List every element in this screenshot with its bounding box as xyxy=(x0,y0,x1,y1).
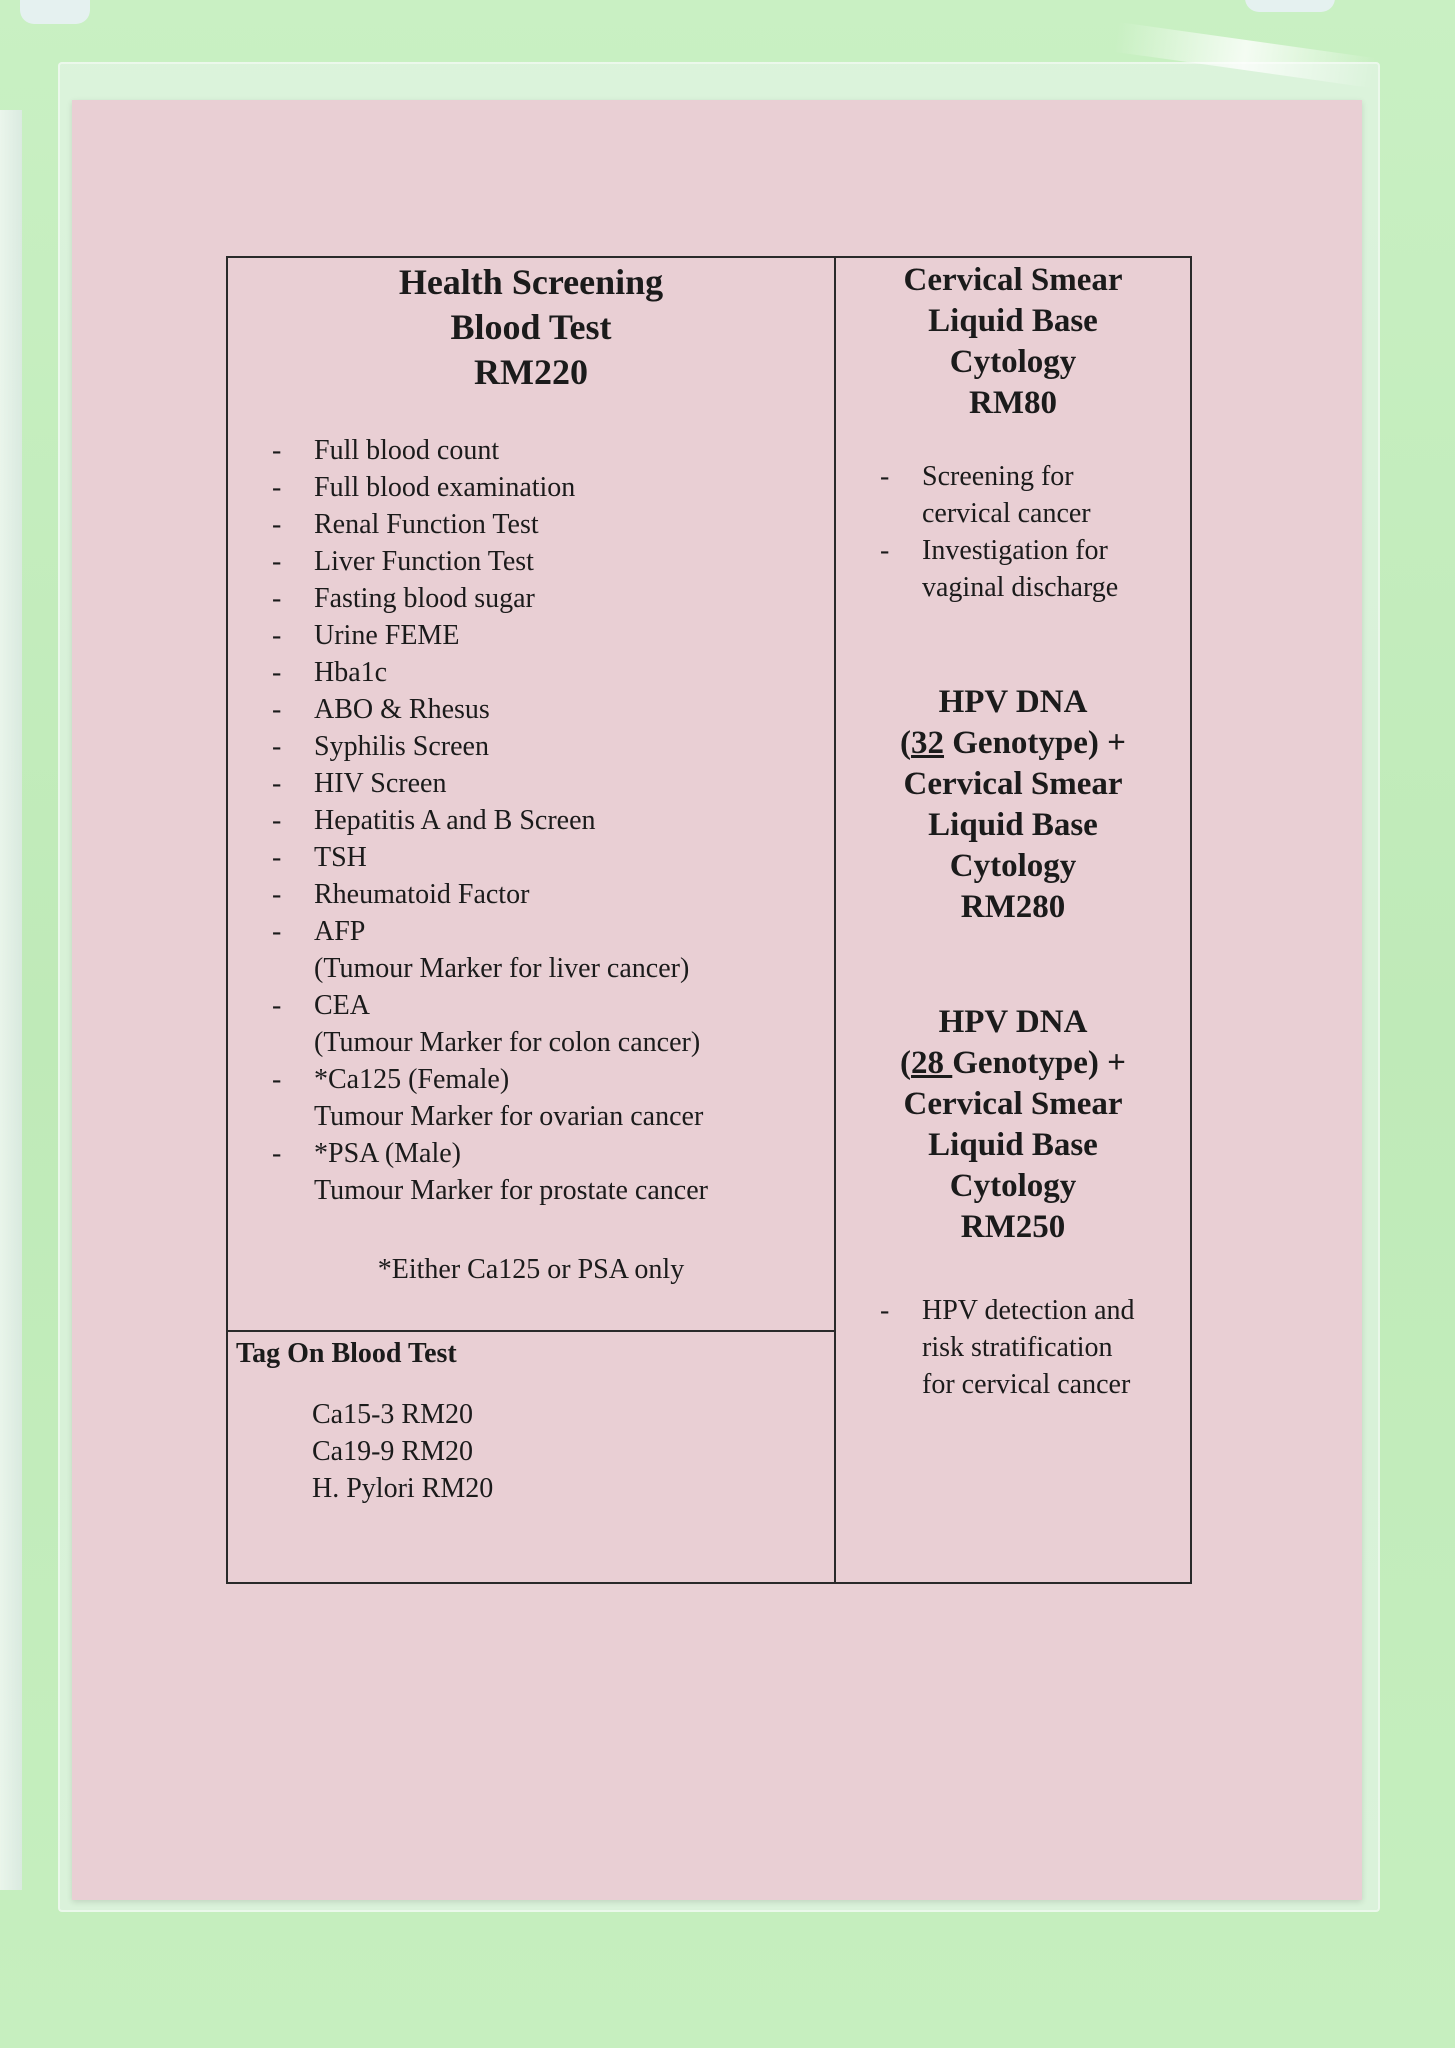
list-item: H. Pylori RM20 xyxy=(312,1473,494,1504)
list-item: - HIV Screen xyxy=(272,765,812,802)
list-item-note: (Tumour Marker for colon cancer) xyxy=(314,1027,701,1058)
list-item: - *PSA (Male) Tumour Marker for prostate cancer xyxy=(272,1135,812,1209)
list-item-note: Tumour Marker for ovarian cancer xyxy=(314,1101,704,1132)
price-label: RM250 xyxy=(960,1209,1066,1245)
list-item-note: (Tumour Marker for liver cancer) xyxy=(314,953,690,984)
list-item: - Full blood examination xyxy=(272,469,812,506)
list-item: Ca19-9 RM20 xyxy=(312,1436,473,1467)
hpv28-list xyxy=(880,1292,1180,1403)
list-item: - Liver Function Test xyxy=(272,543,812,580)
footnote: *Either Ca125 or PSA only xyxy=(377,1254,685,1285)
title-line: Liquid Base xyxy=(928,303,1098,339)
tag-on-list xyxy=(312,1396,493,1507)
list-item: - Rheumatoid Factor xyxy=(272,876,812,913)
title-line: (28 Genotype) + xyxy=(900,1045,1126,1081)
title-line: Cytology xyxy=(949,848,1077,884)
price-label: RM220 xyxy=(474,352,588,392)
title-line: Liquid Base xyxy=(928,1127,1098,1163)
tape-top-right xyxy=(1245,0,1335,12)
list-item: - Full blood count xyxy=(272,432,812,469)
title-line: Blood Test xyxy=(450,307,612,347)
price-table xyxy=(226,256,1192,1584)
list-item: - Hba1c xyxy=(272,654,812,691)
list-item: - Screening for cervical cancer xyxy=(880,458,1180,532)
list-item: - ABO & Rhesus xyxy=(272,691,812,728)
title-line: Cytology xyxy=(949,344,1077,380)
title-line: Health Screening xyxy=(398,262,664,302)
list-item-note: Tumour Marker for prostate cancer xyxy=(314,1175,708,1206)
title-line: Liquid Base xyxy=(928,807,1098,843)
list-item: Ca15-3 RM20 xyxy=(312,1399,473,1430)
list-item: - AFP (Tumour Marker for liver cancer) xyxy=(272,913,812,987)
list-item: - Syphilis Screen xyxy=(272,728,812,765)
list-item: - HPV detection and risk stratification for cervical cancer xyxy=(880,1292,1180,1403)
list-item: - Renal Function Test xyxy=(272,506,812,543)
row-divider xyxy=(228,1330,834,1332)
title-line: Cervical Smear xyxy=(903,766,1123,802)
adjacent-poster-edge xyxy=(0,110,22,1890)
list-item: - CEA (Tumour Marker for colon cancer) xyxy=(272,987,812,1061)
list-item: - Investigation for vaginal discharge xyxy=(880,532,1180,606)
title-line: HPV DNA xyxy=(938,1004,1088,1040)
tape-top-left xyxy=(20,0,90,24)
cervical-panel xyxy=(836,258,1190,1582)
health-screening-panel xyxy=(228,258,834,1330)
hpv32-title xyxy=(836,682,1190,928)
list-item: - *Ca125 (Female) Tumour Marker for ovarian cancer xyxy=(272,1061,812,1135)
blood-test-list xyxy=(272,432,812,1209)
title-line: Cervical Smear xyxy=(903,262,1123,298)
price-label: RM80 xyxy=(969,385,1057,421)
cervical-smear-list xyxy=(880,458,1180,606)
title-line: HPV DNA xyxy=(938,684,1088,720)
title-line: Cervical Smear xyxy=(903,1086,1123,1122)
cervical-smear-title xyxy=(836,260,1190,424)
list-item: - TSH xyxy=(272,839,812,876)
hpv28-title xyxy=(836,1002,1190,1248)
list-item: - Hepatitis A and B Screen xyxy=(272,802,812,839)
title-line: (32 Genotype) + xyxy=(900,725,1126,761)
title-line: Cytology xyxy=(949,1168,1077,1204)
health-screening-title xyxy=(228,260,834,395)
list-item: - Urine FEME xyxy=(272,617,812,654)
price-label: RM280 xyxy=(960,889,1066,925)
list-item: - Fasting blood sugar xyxy=(272,580,812,617)
tag-on-title: Tag On Blood Test xyxy=(236,1338,457,1369)
